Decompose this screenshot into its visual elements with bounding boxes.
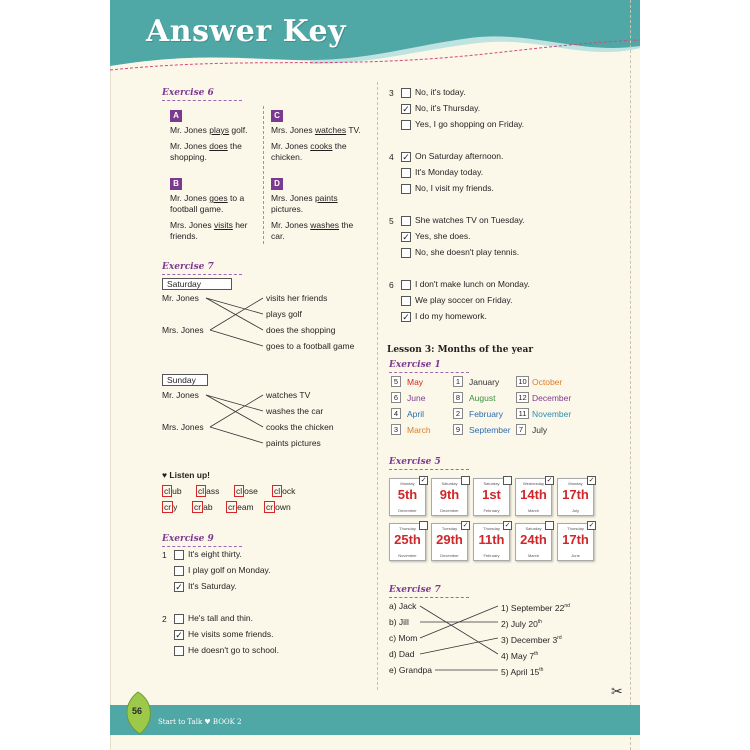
lesson3-exercise-7-title: Exercise 7 bbox=[389, 585, 441, 595]
exercise-9-title: Exercise 9 bbox=[162, 534, 214, 544]
sat-left-2: Mrs. Jones bbox=[162, 325, 204, 335]
ex9-q2-option-1: He's tall and thin. bbox=[188, 613, 253, 623]
calendar-checkbox: ✓ bbox=[546, 477, 553, 484]
q5-number: 5 bbox=[389, 216, 394, 226]
calendar-month: March bbox=[527, 508, 540, 513]
calendar-date: 17th bbox=[562, 487, 589, 502]
calendar-month: December bbox=[440, 553, 459, 558]
letter-box: cl bbox=[164, 486, 171, 496]
badge-a: A bbox=[170, 110, 182, 122]
calendar-day: Saturday bbox=[525, 526, 542, 531]
month-name-1: May bbox=[407, 377, 424, 387]
calendar-day: Thursday bbox=[483, 526, 500, 531]
calendar-date: 9th bbox=[439, 487, 460, 502]
ex6-a-line1: Mr. Jones plays golf. bbox=[170, 125, 248, 135]
calendar-month: February bbox=[483, 553, 500, 558]
calendar-checkbox: ✓ bbox=[588, 477, 595, 484]
q6-option-2: We play soccer on Friday. bbox=[415, 295, 513, 305]
word-rest: own bbox=[275, 502, 291, 512]
sat-right-3: does the shopping bbox=[266, 325, 336, 335]
month-name-5: August bbox=[469, 393, 496, 403]
word-rest: ass bbox=[206, 486, 220, 496]
calendar-checkbox: ✓ bbox=[588, 522, 595, 529]
calendar-day: Thursday bbox=[399, 526, 416, 531]
ex6-b-line2b: friends. bbox=[170, 231, 198, 241]
calendar-checkbox: ✓ bbox=[504, 522, 511, 529]
ex9-q2-option-3: He doesn't go to school. bbox=[188, 645, 279, 655]
ex6-d-line2b: car. bbox=[271, 231, 285, 241]
q3-option-3: Yes, I go shopping on Friday. bbox=[415, 119, 525, 129]
calendar-month: February bbox=[483, 508, 500, 513]
month-name-6: December bbox=[532, 393, 572, 403]
ex6-a-line2b: shopping. bbox=[170, 152, 207, 162]
letter-box: cl bbox=[274, 486, 281, 496]
badge-c: C bbox=[271, 110, 283, 122]
ex6-a-line2: Mr. Jones does the bbox=[170, 141, 242, 151]
q5-checkbox-2: ✓ bbox=[402, 232, 410, 242]
q3-option-1: No, it's today. bbox=[415, 87, 466, 97]
ex7-date-2: 2) July 20th bbox=[501, 618, 543, 629]
month-name-7: April bbox=[407, 409, 425, 419]
ex6-c-line1: Mrs. Jones watches TV. bbox=[271, 125, 361, 135]
calendar-month: March bbox=[527, 553, 540, 558]
calendar-date: 11th bbox=[478, 532, 505, 547]
letter-box: cl bbox=[236, 486, 243, 496]
letter-box: cr bbox=[266, 502, 274, 512]
ex6-c-line2: Mr. Jones cooks the bbox=[271, 141, 347, 151]
saturday-label: Saturday bbox=[162, 278, 232, 290]
calendar-month: December bbox=[440, 508, 459, 513]
month-name-8: February bbox=[469, 409, 504, 419]
letter-box: cr bbox=[164, 502, 172, 512]
calendar-date: 14th bbox=[520, 487, 547, 502]
lesson3-exercise-1-title: Exercise 1 bbox=[389, 360, 441, 370]
month-number-7: 4 bbox=[391, 408, 401, 419]
calendar-date: 17th bbox=[562, 532, 589, 547]
lesson-3-title: Lesson 3: Months of the year bbox=[387, 345, 534, 355]
badge-b: B bbox=[170, 178, 182, 190]
letter-box: cl bbox=[198, 486, 205, 496]
badge-d: D bbox=[271, 178, 283, 190]
calendar-day: Thursday bbox=[567, 526, 584, 531]
q5-option-2: Yes, she does. bbox=[415, 231, 471, 241]
q6-option-1: I don't make lunch on Monday. bbox=[415, 279, 530, 289]
ordinal-suffix: th bbox=[537, 619, 543, 625]
ex9-q1-checkbox-3: ✓ bbox=[175, 582, 183, 592]
calendar-day: Monday bbox=[400, 481, 415, 486]
ex7-name-2: b) Jill bbox=[389, 617, 409, 627]
page-title: Answer Key bbox=[146, 14, 347, 49]
month-name-11: September bbox=[469, 425, 511, 435]
ex6-b-line1b: football game. bbox=[170, 204, 224, 214]
calendar-checkbox: ✓ bbox=[462, 522, 469, 529]
calendar-month: December bbox=[398, 508, 417, 513]
sun-right-4: paints pictures bbox=[266, 438, 321, 448]
ex7-date-1: 1) September 22nd bbox=[501, 602, 570, 613]
calendar-month: June bbox=[571, 553, 580, 558]
calendar-date: 1st bbox=[482, 487, 501, 502]
month-number-8: 2 bbox=[453, 408, 463, 419]
ex6-b-line2: Mrs. Jones visits her bbox=[170, 220, 248, 230]
ex6-d-line2: Mr. Jones washes the bbox=[271, 220, 354, 230]
word-rest: ab bbox=[203, 502, 213, 512]
month-number-3: 10 bbox=[516, 376, 529, 387]
month-number-2: 1 bbox=[453, 376, 463, 387]
month-number-9: 11 bbox=[516, 408, 529, 419]
calendar-date: 29th bbox=[436, 532, 463, 547]
page-number: 56 bbox=[132, 706, 143, 716]
ex9-q1-option-3: It's Saturday. bbox=[188, 581, 237, 591]
ex7-date-3: 3) December 3rd bbox=[501, 634, 562, 645]
ex9-q2-number: 2 bbox=[162, 614, 167, 624]
ordinal-suffix: nd bbox=[564, 603, 570, 609]
word-rest: ose bbox=[244, 486, 258, 496]
ex6-c-line2b: chicken. bbox=[271, 152, 303, 162]
ex7-name-3: c) Mom bbox=[389, 633, 418, 643]
letter-box: cr bbox=[228, 502, 236, 512]
calendar-day: Tuesday bbox=[441, 526, 458, 531]
month-name-3: October bbox=[532, 377, 563, 387]
ex9-q1-option-2: I play golf on Monday. bbox=[188, 565, 271, 575]
ex9-q1-number: 1 bbox=[162, 550, 167, 560]
calendar-month: July bbox=[571, 508, 580, 513]
word-rest: eam bbox=[237, 502, 254, 512]
ordinal-suffix: rd bbox=[557, 635, 562, 641]
sat-left-1: Mr. Jones bbox=[162, 293, 199, 303]
q3-checkbox-2: ✓ bbox=[402, 104, 410, 114]
listen-up-title: ♥ Listen up! bbox=[162, 470, 211, 480]
ex7-date-4: 4) May 7th bbox=[501, 650, 539, 661]
ex7-name-1: a) Jack bbox=[389, 601, 417, 611]
month-number-12: 7 bbox=[516, 424, 526, 435]
month-number-10: 3 bbox=[391, 424, 401, 435]
month-name-12: July bbox=[532, 425, 548, 435]
q5-option-1: She watches TV on Tuesday. bbox=[415, 215, 525, 225]
calendar-date: 5th bbox=[397, 487, 418, 502]
letter-box: cr bbox=[194, 502, 202, 512]
month-number-5: 8 bbox=[453, 392, 463, 403]
q4-option-2: It's Monday today. bbox=[415, 167, 484, 177]
ex6-b-line1: Mr. Jones goes to a bbox=[170, 193, 245, 203]
q4-checkbox-1: ✓ bbox=[402, 152, 410, 162]
exercise-6-title: Exercise 6 bbox=[162, 88, 214, 98]
sun-right-2: washes the car bbox=[266, 406, 324, 416]
sun-right-1: watches TV bbox=[266, 390, 311, 400]
q6-checkbox-3: ✓ bbox=[402, 312, 410, 322]
calendar-date: 24th bbox=[520, 532, 547, 547]
q5-option-3: No, she doesn't play tennis. bbox=[415, 247, 520, 257]
q4-option-3: No, I visit my friends. bbox=[415, 183, 494, 193]
sun-left-2: Mrs. Jones bbox=[162, 422, 204, 432]
sun-right-3: cooks the chicken bbox=[266, 422, 334, 432]
word-rest: y bbox=[173, 502, 178, 512]
ex6-d-line1b: pictures. bbox=[271, 204, 304, 214]
month-number-1: 5 bbox=[391, 376, 401, 387]
sat-right-4: goes to a football game bbox=[266, 341, 355, 351]
month-name-4: June bbox=[407, 393, 426, 403]
ordinal-suffix: th bbox=[534, 651, 539, 657]
lesson3-exercise-5-title: Exercise 5 bbox=[389, 457, 441, 467]
calendar-day: Saturday bbox=[483, 481, 500, 486]
sat-right-2: plays golf bbox=[266, 309, 302, 319]
month-number-11: 9 bbox=[453, 424, 463, 435]
word-rest: ub bbox=[172, 486, 182, 496]
month-number-4: 6 bbox=[391, 392, 401, 403]
q6-number: 6 bbox=[389, 280, 394, 290]
q4-number: 4 bbox=[389, 152, 394, 162]
calendar-day: Monday bbox=[568, 481, 583, 486]
calendar-day: Saturday bbox=[441, 481, 458, 486]
q6-option-3: I do my homework. bbox=[415, 311, 487, 321]
q4-option-1: On Saturday afternoon. bbox=[415, 151, 504, 161]
month-name-10: March bbox=[407, 425, 431, 435]
sun-left-1: Mr. Jones bbox=[162, 390, 199, 400]
month-name-2: January bbox=[469, 377, 500, 387]
ex7-date-5: 5) April 15th bbox=[501, 666, 544, 677]
calendar-date: 25th bbox=[394, 532, 421, 547]
sat-right-1: visits her friends bbox=[266, 293, 328, 303]
calendar-day: Wednesday bbox=[522, 481, 545, 486]
ordinal-suffix: th bbox=[539, 667, 544, 673]
ex6-d-line1: Mrs. Jones paints bbox=[271, 193, 338, 203]
month-number-6: 12 bbox=[516, 392, 529, 403]
calendar-month: November bbox=[398, 553, 417, 558]
ex7-name-5: e) Grandpa bbox=[389, 665, 432, 675]
q3-option-2: No, it's Thursday. bbox=[415, 103, 481, 113]
exercise-7-title: Exercise 7 bbox=[162, 262, 214, 272]
ex9-q1-option-1: It's eight thirty. bbox=[188, 549, 242, 559]
ex7-name-4: d) Dad bbox=[389, 649, 415, 659]
calendar-checkbox: ✓ bbox=[420, 477, 427, 484]
scissors-icon: ✂ bbox=[611, 683, 623, 699]
sunday-label: Sunday bbox=[162, 374, 208, 386]
q3-number: 3 bbox=[389, 88, 394, 98]
month-name-9: November bbox=[532, 409, 572, 419]
ex9-q2-option-2: He visits some friends. bbox=[188, 629, 274, 639]
book-title: Start to Talk ♥ BOOK 2 bbox=[158, 718, 242, 726]
ex9-q2-checkbox-2: ✓ bbox=[175, 630, 183, 640]
word-rest: ock bbox=[282, 486, 296, 496]
